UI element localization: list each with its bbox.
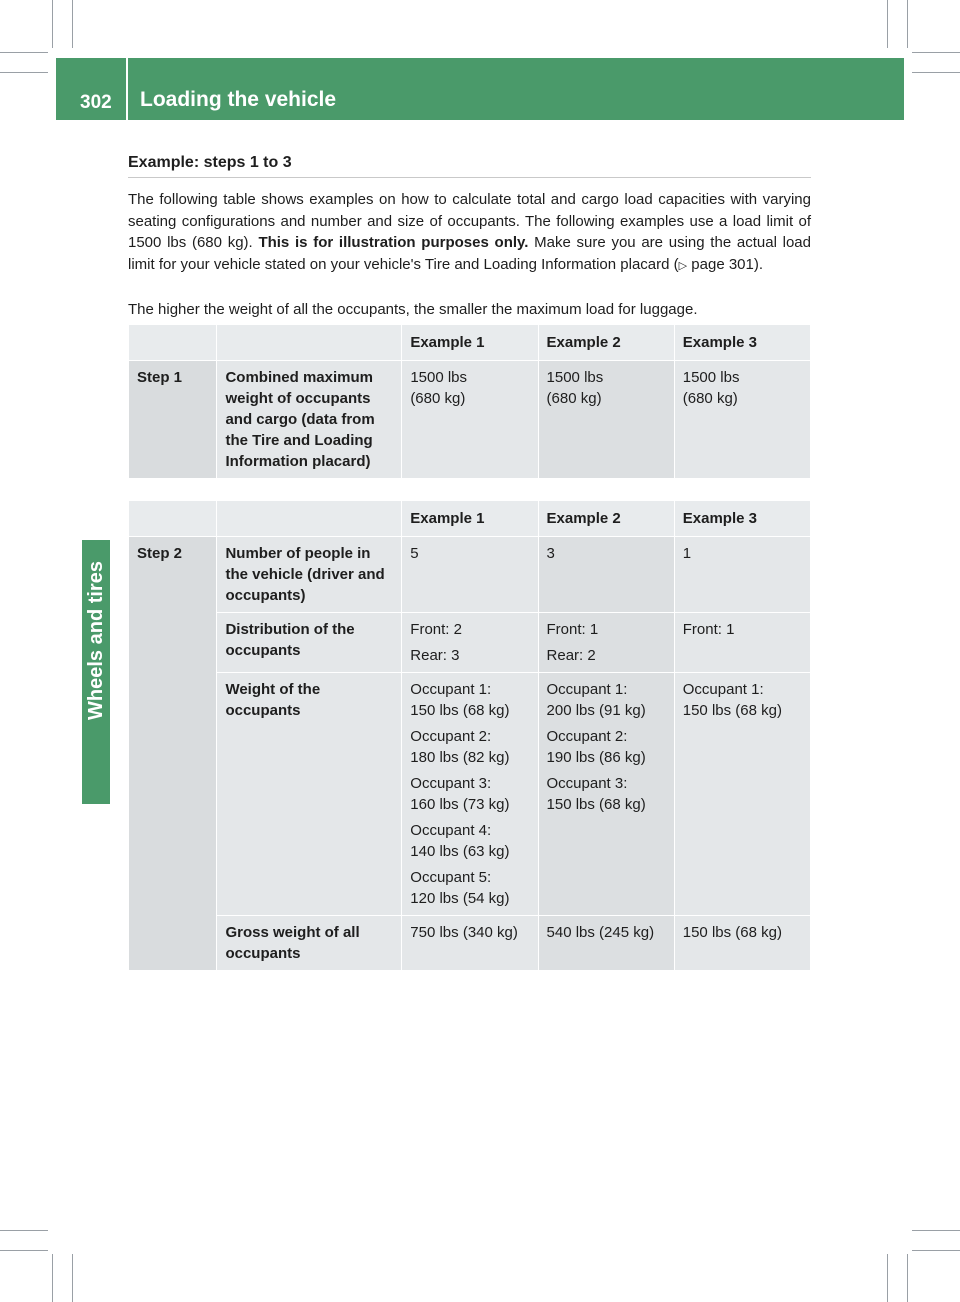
crop-mark [72,0,73,48]
table-header-cell [129,501,217,537]
cell-line: 190 lbs (86 kg) [546,749,646,766]
cell-line: Occupant 5: [410,869,492,886]
table-cell: 1 [674,537,810,613]
row-label: Combined maximum weight of occupants and cargo (data from the Tire and Loading Information placard) [217,361,402,479]
table-cell: 540 lbs (245 kg) [538,916,674,971]
cell-line: Rear: 3 [410,647,460,664]
table-header-row [129,501,811,537]
crop-mark [0,1230,48,1231]
cell-line: Occupant 3: [410,775,492,792]
cell-line: 150 lbs (68 kg) [410,702,510,719]
table-header-cell: Example 2 [538,501,674,537]
crop-mark [0,72,48,73]
cell-line: Occupant 1: [682,681,764,698]
cell-line: (680 kg) [410,390,466,407]
cell-line: 120 lbs (54 kg) [410,890,510,907]
table-cell [538,673,674,916]
table-header-cell: Example 3 [674,325,810,361]
cell-line: 1500 lbs [410,369,468,386]
table-row [129,361,811,479]
table-cell [402,673,538,916]
crop-mark [912,72,960,73]
crop-mark [52,0,53,48]
table-cell [674,673,810,916]
cell-line: Occupant 3: [546,775,628,792]
cell-line: Front: 1 [546,621,599,638]
table-cell: 3 [538,537,674,613]
step-label: Step 1 [129,361,217,479]
cell-line: Occupant 2: [546,728,628,745]
table-row [129,537,811,613]
cell-line: 200 lbs (91 kg) [546,702,646,719]
section-heading: Example: steps 1 to 3 [128,154,292,171]
crop-mark [72,1254,73,1302]
intro-text-c: page 301). [687,255,764,273]
crop-mark [0,1250,48,1251]
crop-mark [907,1254,908,1302]
crop-mark [887,0,888,48]
cell-line: Occupant 1: [410,681,492,698]
table-header-cell: Example 1 [402,501,538,537]
table-cell [674,613,810,673]
cell-line: Front: 2 [410,621,462,638]
cell-line: 1500 lbs [546,369,604,386]
table-cell: 150 lbs (68 kg) [674,916,810,971]
table-cell: 5 [402,537,538,613]
table-cell [674,361,810,479]
intro-text-bold: This is for illustration purposes only. [258,234,529,251]
cell-line: 140 lbs (63 kg) [410,843,510,860]
table-header-row [129,325,811,361]
table-header-cell: Example 2 [538,325,674,361]
table-header-cell: Example 1 [402,325,538,361]
step1-table [128,324,811,479]
chapter-title: Loading the vehicle [140,88,337,111]
row-label: Distribution of the occupants [217,613,402,673]
row-label: Number of people in the vehicle (driver and occupants) [217,537,402,613]
table-row [129,613,811,673]
table-cell [538,613,674,673]
intro-paragraph-2: The higher the weight of all the occupants, the smaller the maximum load for luggage. [128,301,698,318]
cell-line: Occupant 4: [410,822,492,839]
cell-line: (680 kg) [682,390,738,407]
table-header-cell [129,325,217,361]
intro-text-a: The following table shows examples on how to calculate total and cargo load capacities with varying seating configurations and number and size of occupants. The following examples use a load limit of 1500 lbs (680 kg). [128,191,811,251]
table-cell [402,613,538,673]
crop-mark [52,1254,53,1302]
crop-mark [907,0,908,48]
cell-line: Occupant 2: [410,728,492,745]
intro-text-b: Make sure you are using the actual load limit for your vehicle stated on your vehicle's Tire and Loading Information placard ( [128,234,811,273]
crop-mark [887,1254,888,1302]
crop-mark [0,52,48,53]
table-cell [538,361,674,479]
step2-table [128,500,811,971]
cell-line: 160 lbs (73 kg) [410,796,510,813]
cell-line: Rear: 2 [546,647,596,664]
table-cell: 750 lbs (340 kg) [402,916,538,971]
table-row [129,916,811,971]
header-divider [126,58,128,120]
cell-line: Occupant 1: [546,681,628,698]
cell-line: 1500 lbs [682,369,740,386]
table-header-cell: Example 3 [674,501,810,537]
cell-line: 150 lbs (68 kg) [682,702,782,719]
page-number: 302 [80,92,112,113]
row-label: Gross weight of all occupants [217,916,402,971]
table-header-cell [217,501,402,537]
page-reference-arrow-icon: ▷ [678,259,688,272]
table-cell [402,361,538,479]
heading-rule [128,177,811,178]
row-label: Weight of the occupants [217,673,402,916]
intro-paragraph [128,189,811,277]
crop-mark [912,1230,960,1231]
crop-mark [912,1250,960,1251]
cell-line: 180 lbs (82 kg) [410,749,510,766]
cell-line: 150 lbs (68 kg) [546,796,646,813]
table-header-cell [217,325,402,361]
table-row [129,673,811,916]
cell-line: (680 kg) [546,390,602,407]
crop-mark [912,52,960,53]
side-tab-label-wrap [82,540,110,740]
side-tab-label: Wheels and tires [84,560,107,720]
cell-line: Front: 1 [682,621,735,638]
step-label: Step 2 [129,537,217,971]
